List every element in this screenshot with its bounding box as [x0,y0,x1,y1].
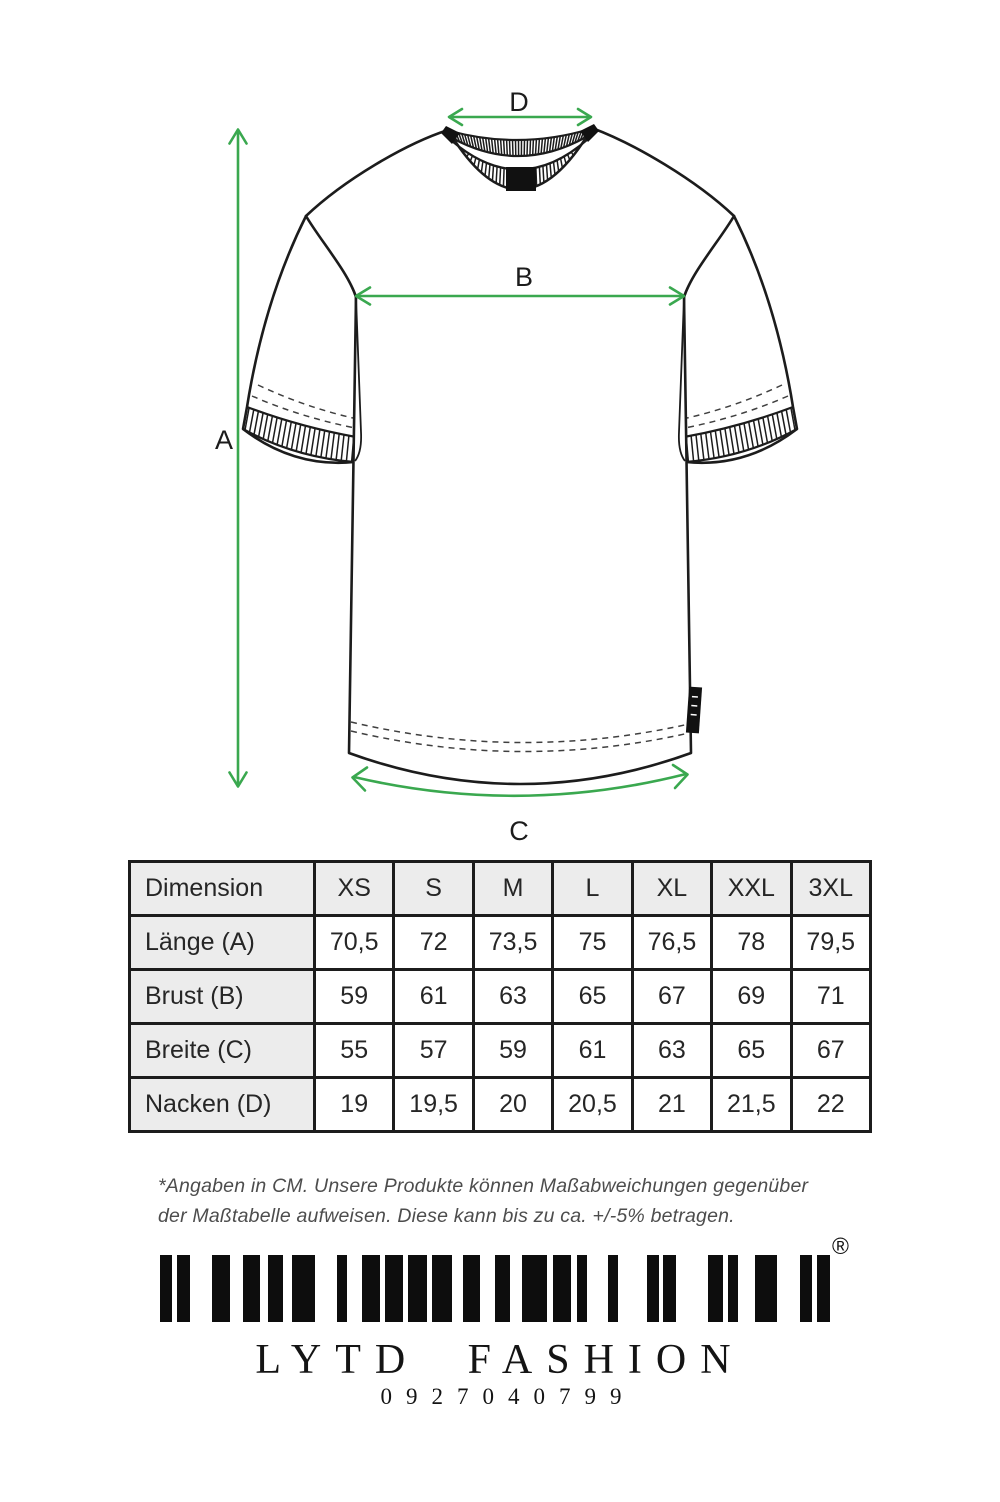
measure-label-c: C [509,816,529,845]
neck-label [506,167,536,191]
value-cell: 71 [791,970,870,1024]
barcode-number: 0927040799 [380,1384,636,1409]
barcode-bars [160,1255,830,1322]
column-header-size: S [394,862,473,916]
column-header-size: 3XL [791,862,870,916]
body-outline [306,128,734,784]
column-header-size: L [553,862,632,916]
value-cell: 59 [473,1024,552,1078]
value-cell: 20 [473,1078,552,1132]
table-row [130,970,871,1024]
column-header-size: XXL [712,862,791,916]
value-cell: 63 [632,1024,711,1078]
value-cell: 65 [553,970,632,1024]
registered-trademark-icon: ® [832,1233,849,1259]
barcode [160,1255,830,1322]
column-header-dimension: Dimension [130,862,315,916]
row-label: Brust (B) [130,970,315,1024]
row-label: Breite (C) [130,1024,315,1078]
table-row [130,1024,871,1078]
value-cell: 67 [791,1024,870,1078]
value-cell: 57 [394,1024,473,1078]
measure-arrow-a [230,130,247,787]
column-header-size: M [473,862,552,916]
value-cell: 76,5 [632,916,711,970]
measure-label-b: B [514,262,534,292]
column-header-size: XL [632,862,711,916]
value-cell: 22 [791,1078,870,1132]
value-cell: 19 [315,1078,394,1132]
value-cell: 19,5 [394,1078,473,1132]
value-cell: 21 [632,1078,711,1132]
value-cell: 55 [315,1024,394,1078]
value-cell: 78 [712,916,791,970]
value-cell: 63 [473,970,552,1024]
size-table [128,860,872,1133]
value-cell: 21,5 [712,1078,791,1132]
value-cell: 69 [712,970,791,1024]
column-header-size: XS [315,862,394,916]
measure-label-d: D [509,87,529,117]
disclaimer-line-2: der Maßtabelle aufweisen. Diese kann bis zu ca. +/-5% betragen. [158,1205,735,1227]
value-cell: 67 [632,970,711,1024]
row-label: Länge (A) [130,916,315,970]
value-cell: 59 [315,970,394,1024]
table-header-row [130,862,871,916]
disclaimer-text [158,1171,858,1231]
value-cell: 79,5 [791,916,870,970]
row-label: Nacken (D) [130,1078,315,1132]
table-row [130,916,871,970]
disclaimer-line-1: *Angaben in CM. Unsere Produkte können Maßabweichungen gegenüber [158,1175,809,1197]
table-row [130,1078,871,1132]
value-cell: 61 [394,970,473,1024]
value-cell: 75 [553,916,632,970]
value-cell: 65 [712,1024,791,1078]
value-cell: 70,5 [315,916,394,970]
measure-label-a: A [214,425,234,455]
value-cell: 61 [553,1024,632,1078]
value-cell: 72 [394,916,473,970]
value-cell: 73,5 [473,916,552,970]
brand-name: LYTD FASHION [255,1337,745,1383]
value-cell: 20,5 [553,1078,632,1132]
